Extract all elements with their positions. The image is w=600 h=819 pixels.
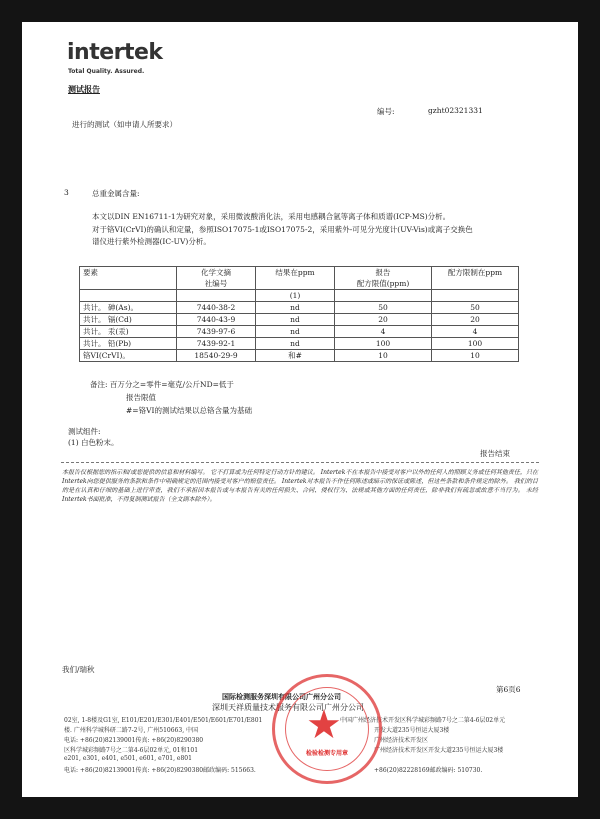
report-page [22, 22, 578, 797]
sample-number: (1) [256, 290, 335, 302]
header-element: 要素 [80, 267, 177, 290]
document-title: 测试报告 [68, 84, 100, 94]
signature: 我们/瑞秋 [62, 665, 95, 674]
report-end: 报告结束 [480, 449, 510, 458]
logo-tagline: Total Quality. Assured. [68, 68, 145, 75]
company-name-2: 深圳天祥质量技术服务有限公司广州分公司 [212, 703, 364, 712]
table-header-row [80, 267, 519, 290]
address-left-5: e201, e301, e401, e501, e601, e701, e801 [64, 755, 192, 762]
disclaimer-divider [61, 462, 539, 463]
address-right-2: 开发大道235号恒运大厦3楼 [374, 727, 450, 734]
header-result: 结果在ppm [256, 267, 335, 290]
address-left-3: 电话: +86(20)82139001传真: +86(20)8290380 [64, 737, 204, 744]
address-left-6: 电话: +86(20)82139001传真: +86(20)8290380邮政编码: 515663. [64, 767, 256, 774]
method-description-3: 谱仪进行紫外检测器(IC-UV)分析。 [92, 237, 211, 246]
header-limit: 配方限制在ppm [432, 267, 519, 290]
intertek-logo: intertek [67, 40, 163, 65]
report-number-label: 编号: [377, 107, 395, 116]
address-right-5: +86(20)82228169邮政编码: 510730. [374, 767, 483, 774]
note-line-3: #=铬VI的测试结果以总铬含量为基础 [126, 406, 252, 415]
table-row: 铬VI(CrVI)。 18540-29-9 和# 10 10 [80, 350, 519, 362]
method-description-2: 对于铬VI(CrVI)的确认和定量，参照ISO17075-1或ISO17075-2，采用紫外-可见分光度计(UV-Vis)或离子交换色 [92, 225, 473, 234]
header-report-limit: 报告 配方限值(ppm) [335, 267, 432, 290]
seal-star-icon: ★ [306, 702, 342, 748]
components-title: 测试组件: [68, 427, 101, 436]
requested-tests-caption: 进行的测试（如申请人所要求） [72, 120, 177, 129]
components-item: (1) 白色粉末。 [68, 438, 119, 447]
company-name-1: 国际检测服务深圳有限公司广州分公司 [222, 692, 341, 701]
header-cas-number: 化学文摘 社编号 [177, 267, 256, 290]
report-number-value: gzht02321331 [428, 106, 483, 115]
table-row: 共计。 砷(As)。 7440-38-2 nd 50 50 [80, 302, 519, 314]
table-row: 共计。 镉(Cd) 7440-43-9 nd 20 20 [80, 314, 519, 326]
section-title: 总重金属含量: [92, 189, 140, 198]
address-right-1: 中国广州经济技术开发区科学城彩频路7号之二第4-6层02单元 [340, 717, 506, 724]
method-description-1: 本文以DIN EN16711-1为研究对象，采用微波酸消化法，采用电感耦合氩等离子体和质谱(ICP-MS)分析。 [92, 212, 451, 221]
table-row: 共计。 铅(Pb) 7439-92-1 nd 100 100 [80, 338, 519, 350]
seal-text: 检验检测专用章 [305, 750, 348, 757]
heavy-metals-table [79, 266, 519, 362]
address-right-3: 广州经济技术开发区 [374, 737, 429, 744]
table-row: 共计。 汞(汞) 7439-97-6 nd 4 4 [80, 326, 519, 338]
address-right-4: 广州经济技术开发区开发大道235号恒运大厦3楼 [374, 747, 504, 754]
note-line-2: 报告限值 [126, 393, 156, 402]
disclaimer-text: 本报告仅根据您的指示和/或您提供的信息和材料编写。 它不打算或为任何特定行动方针的建议。 Intertek不在本报告中接受对客户以外的任何人的照顾义务或任何其他责任，只在Intertek向您提供服务的条款和条件中明确规定的范围内接受对客户的赔偿责任。 Intertek对本报告不作任何陈述或暗示的保证或陈述，但这些条款和条件规定的除外。 我们的目的是在认真和仔细的基础上进行审查，我们不承担因本报告或与本报告有关的任何损失、合同、侵权行为、法规或其他方面的任何责任，除非我们有疏忽或故意不当行为。 未经Intertek书面批准，不得复制测试报告（全文副本除外）。 [62, 469, 538, 503]
address-left-1: 02室, 1-8楼及G1室, E101/E201/E301/E401/E501/E601/E701/E801 [64, 717, 263, 724]
section-number: 3 [64, 188, 69, 197]
address-left-2: 楼. 广州科学城科研二路7-2号, 广州510663, 中国 [64, 727, 199, 734]
address-left-4: 区科学城彩频路7号之二第4-6层02单元, 01和101 [64, 747, 199, 754]
sample-number-row [80, 290, 519, 302]
note-line-1: 备注: 百万分之=零件=毫克/公斤ND=低于 [90, 380, 234, 389]
page-number: 第6页6 [496, 685, 521, 694]
